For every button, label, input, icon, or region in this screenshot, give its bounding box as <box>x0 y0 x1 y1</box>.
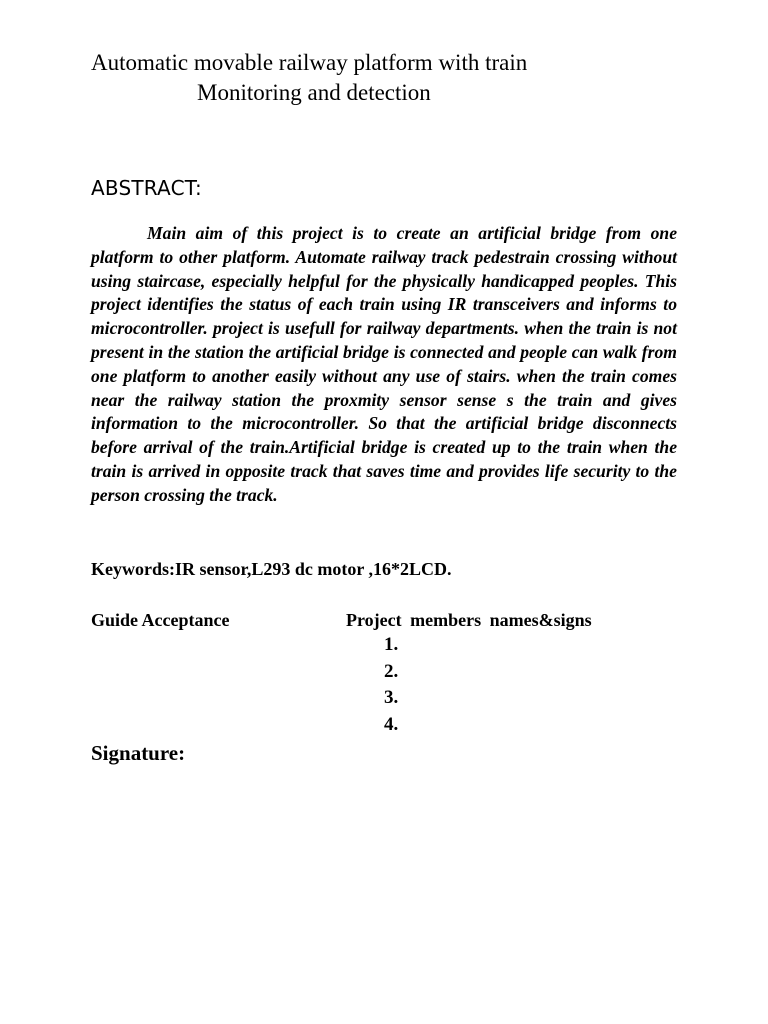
member-entry-4: 4. <box>384 713 399 735</box>
member-entry-3: 3. <box>384 687 399 708</box>
title-line-2: Monitoring and detection <box>197 80 431 105</box>
project-members-section <box>346 608 592 738</box>
member-entry-2: 2. <box>384 660 399 682</box>
abstract-heading: ABSTRACT: <box>91 176 202 200</box>
member-entry-1: 1. <box>384 634 399 655</box>
title-line-1: Automatic movable railway platform with train <box>91 50 528 75</box>
signature-label: Signature: <box>91 741 186 765</box>
guide-acceptance-label: Guide Acceptance <box>91 610 230 630</box>
abstract-paragraph: Main aim of this project is to create an artificial bridge from one platform to other platform. Automate railway track pedestrain crossing without using staircase, especially helpful for the physically handicapped peoples. This project identifies the status of each train using IR transceivers and informs to microcontroller. project is usefull for railway departments. when the train is not present in the station the artificial bridge is connected and people can walk from one platform to another easily without any use of stairs. when the train comes near the railway station the proxmity sensor sense s the train and gives information to the microcontroller. So that the artificial bridge disconnects before arrival of the train.Artificial bridge is created up to the train when the train is arrived in opposite track that saves time and provides life security to the person crossing the track. <box>91 223 677 505</box>
document-title <box>91 48 691 108</box>
project-members-label: Project members names&signs <box>346 610 592 630</box>
project-members-list <box>346 632 592 738</box>
keywords-line: Keywords:IR sensor,L293 dc motor ,16*2LCD. <box>91 559 452 579</box>
